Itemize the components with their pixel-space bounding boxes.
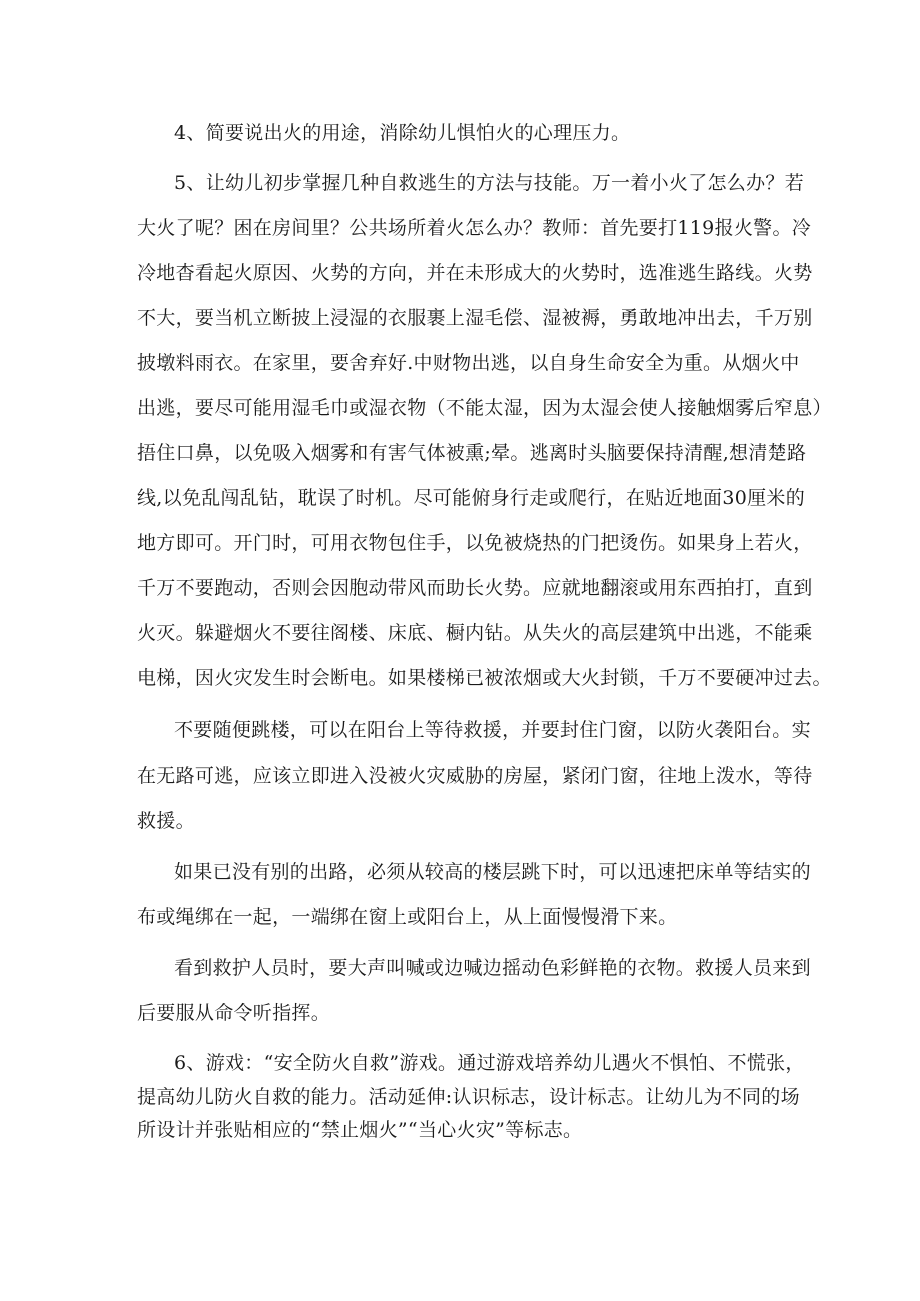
text-line: 6、游戏：“安全防火自救”游戏。通过游戏培养幼儿遇火不惧怕、不慌张， xyxy=(174,1052,805,1074)
text-line: 4、简要说出火的用途，消除幼儿惧怕火的心理压力。 xyxy=(174,122,631,144)
text-line: 不大，要当机立断披上浸湿的衣服裹上湿毛偿、湿被褥，勇敢地冲出去，千万别 xyxy=(137,307,813,329)
text-line: 提高幼儿防火自救的能力。活动延伸:认识标志，设计标志。让幼儿为不同的场 xyxy=(137,1086,800,1108)
text-line: 在无路可逃，应该立即进入没被火灾威胁的房屋，紧闭门窗，往地上泼水，等待 xyxy=(137,765,813,787)
text-line: 看到救护人员时，要大声叫喊或边喊边摇动色彩鲜艳的衣物。救援人员来到 xyxy=(174,957,811,979)
text-line: 地方即可。开门时，可用衣物包住手，以免被烧热的门把烫伤。如果身上若火， xyxy=(137,532,813,554)
text-line: 出逃，要尽可能用湿毛巾或湿衣物（不能太湿，因为太湿会使人接触烟雾后窄息） xyxy=(137,397,832,419)
text-line: 救援。 xyxy=(137,810,195,832)
text-line: 所设计并张贴相应的“禁止烟火”“当心火灾”等标志。 xyxy=(137,1119,583,1141)
text-line: 捂住口鼻，以免吸入烟雾和有害气体被熏;晕。逃离时头脑要保持清醒,想清楚路 xyxy=(137,442,807,464)
text-line: 后要服从命令听指挥。 xyxy=(137,1002,331,1024)
text-line: 如果已没有别的出路，必须从较高的楼层跳下时，可以迅速把床单等结实的 xyxy=(174,861,811,883)
text-line: 千万不要跑动，否则会因胞动带风而助长火势。应就地翻滚或用东西拍打，直到 xyxy=(137,577,813,599)
text-line: 披墩料雨衣。在家里，要舍弃好.中财物出逃，以自身生命安全为重。从烟火中 xyxy=(137,352,800,374)
text-line: 线,以免乱闯乱钻，耽误了时机。尽可能俯身行走或爬行，在贴近地面30厘米的 xyxy=(137,487,806,509)
text-line: 5、让幼儿初步掌握几种自救逃生的方法与技能。万一着小火了怎么办？若 xyxy=(174,172,804,194)
text-line: 电梯，因火灾发生时会断电。如果楼梯已被浓烟或大火封锁，千万不要硬冲过去。 xyxy=(137,667,832,689)
text-line: 大火了呢？困在房间里？公共场所着火怎么办？教师：首先要打119报火警。冷 xyxy=(137,217,812,239)
text-line: 不要随便跳楼，可以在阳台上等待救援，并要封住门窗，以防火袭阳台。实 xyxy=(174,719,811,741)
text-line: 冷地杳看起火原因、火势的方向，并在未形成大的火势时，选准逃生路线。火势 xyxy=(137,262,813,284)
text-line: 布或绳绑在一起，一端绑在窗上或阳台上，从上面慢慢滑下来。 xyxy=(137,906,678,928)
text-line: 火灭。躲避烟火不要往阁楼、床底、橱内钻。从失火的高层建筑中出逃，不能乘 xyxy=(137,622,813,644)
